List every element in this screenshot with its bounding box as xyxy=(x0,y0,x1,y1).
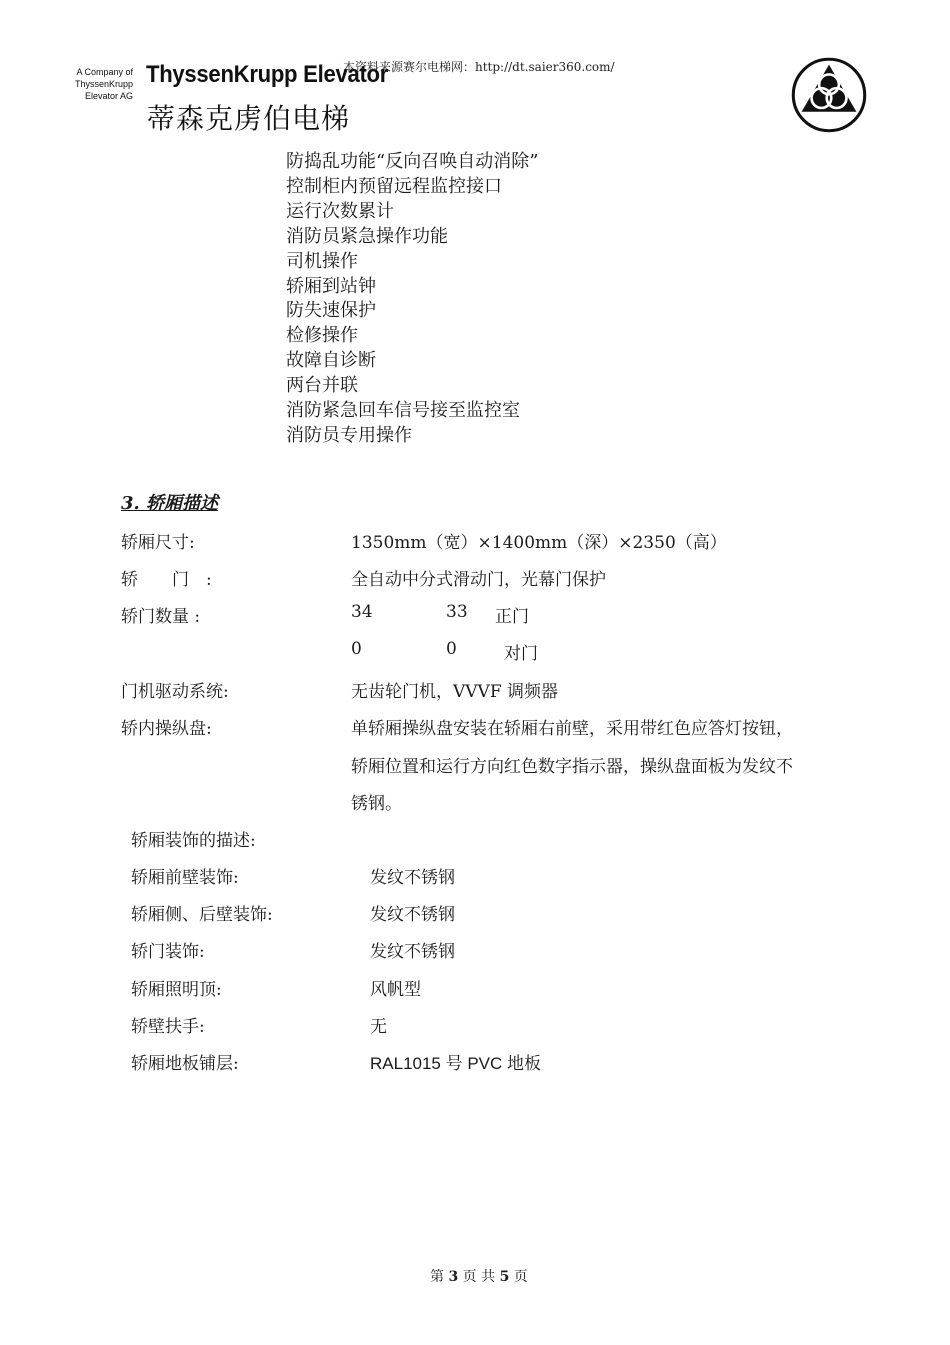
cop-line-3: 锈钢。 xyxy=(351,794,402,814)
decoration-handrail-value: 无 xyxy=(370,1017,387,1037)
brand-name: ThyssenKrupp Elevator xyxy=(146,61,389,88)
decoration-handrail-label: 轿壁扶手: xyxy=(131,1017,205,1037)
list-item: 防捣乱功能“反向召唤自动消除” xyxy=(286,151,539,172)
decoration-ceiling-value: 风帆型 xyxy=(370,980,421,1000)
list-item: 检修操作 xyxy=(286,325,358,347)
door-drive-label: 门机驱动系统: xyxy=(121,682,229,702)
car-door-label: 轿 门 : xyxy=(121,570,212,590)
car-size-label: 轿厢尺寸: xyxy=(121,533,195,553)
page-number: 第 3 页 共 5 页 xyxy=(430,1269,528,1285)
decoration-front-wall-label: 轿厢前壁装饰: xyxy=(131,868,239,888)
list-item: 轿厢到站钟 xyxy=(286,275,376,297)
list-item: 消防紧急回车信号接至监控室 xyxy=(286,400,520,422)
door-drive-value: 无齿轮门机，VVVF 调频器 xyxy=(351,682,559,702)
door-count-rear-name: 对门 xyxy=(504,644,538,664)
door-count-label: 轿门数量 : xyxy=(121,607,201,627)
feature-list xyxy=(286,150,538,449)
door-count-front-a: 34 xyxy=(351,602,373,622)
door-count-front-b: 33 xyxy=(446,602,468,622)
company-of-text: A Company of ThyssenKrupp Elevator AG xyxy=(75,67,134,101)
decoration-door-label: 轿门装饰: xyxy=(131,942,205,962)
list-item: 防失速保护 xyxy=(286,300,376,322)
decoration-floor-value: RAL1015 号 PVC 地板 xyxy=(370,1054,542,1073)
brand-name-chinese: 蒂森克虏伯电梯 xyxy=(147,102,351,135)
list-item: 故障自诊断 xyxy=(286,350,376,372)
car-size-value: 1350mm（宽）×1400mm（深）×2350（高） xyxy=(351,533,727,553)
decoration-floor-label: 轿厢地板铺层: xyxy=(131,1054,239,1074)
decoration-title: 轿厢装饰的描述: xyxy=(131,831,256,851)
cop-label: 轿内操纵盘: xyxy=(121,719,212,739)
list-item: 消防员紧急操作功能 xyxy=(286,225,448,247)
decoration-ceiling-label: 轿厢照明顶: xyxy=(131,980,222,1000)
source-note: 本资料来源赛尔电梯网：http://dt.saier360.com/ xyxy=(343,60,615,74)
decoration-front-wall-value: 发纹不锈钢 xyxy=(370,868,455,888)
section-heading: 3. 轿厢描述 xyxy=(121,493,219,514)
decoration-side-rear-wall-label: 轿厢侧、后壁装饰: xyxy=(131,905,273,925)
door-count-rear-a: 0 xyxy=(351,639,362,659)
list-item: 两台并联 xyxy=(286,375,358,397)
list-item: 消防员专用操作 xyxy=(286,424,412,446)
decoration-side-rear-wall-value: 发纹不锈钢 xyxy=(370,905,455,925)
car-door-value: 全自动中分式滑动门，光幕门保护 xyxy=(351,570,606,590)
door-count-front-name: 正门 xyxy=(495,607,529,627)
cop-line-2: 轿厢位置和运行方向红色数字指示器，操纵盘面板为发纹不 xyxy=(351,757,793,777)
thyssenkrupp-rings-logo-icon xyxy=(791,57,867,133)
list-item: 司机操作 xyxy=(286,250,358,272)
list-item: 控制柜内预留远程监控接口 xyxy=(286,175,502,197)
list-item: 运行次数累计 xyxy=(286,200,394,222)
door-count-rear-b: 0 xyxy=(446,639,457,659)
decoration-door-value: 发纹不锈钢 xyxy=(370,942,455,962)
cop-line-1: 单轿厢操纵盘安装在轿厢右前壁，采用带红色应答灯按钮， xyxy=(351,719,793,739)
